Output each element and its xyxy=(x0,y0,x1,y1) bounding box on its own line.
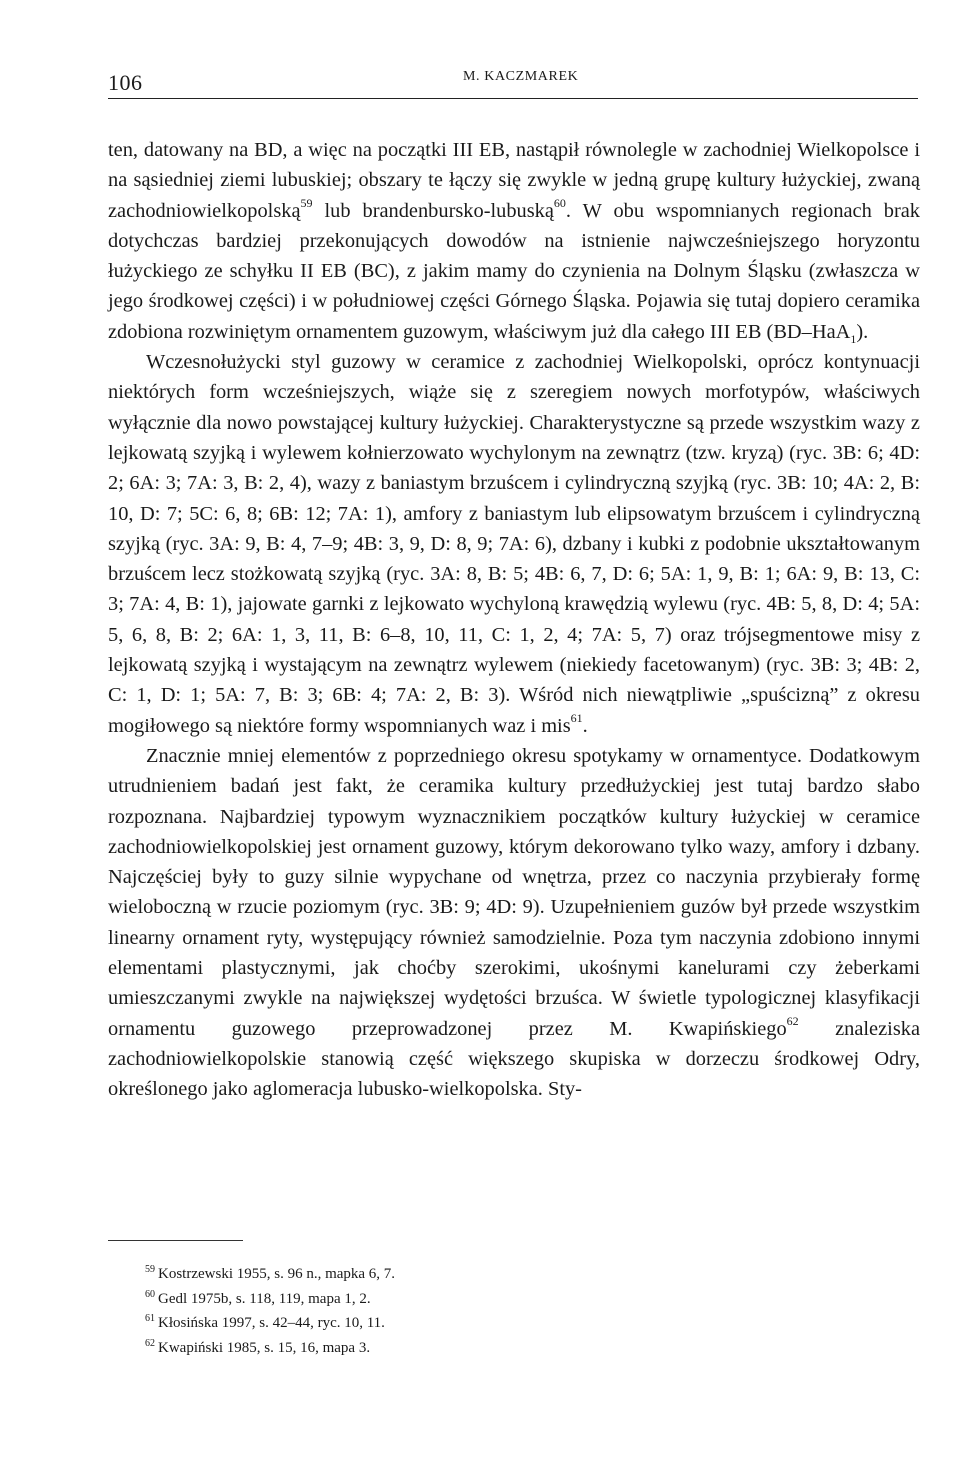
paragraph-3-part-1: Znacznie mniej elementów z poprzedniego okresu spotykamy w ornamentyce. Dodatkowym utrudnieniem badań jest fakt, że ceramika kultury przedłużyckiej jest tutaj bardzo słabo rozpoznana. Najbardziej typowym wyznacznikiem początków kultury łużyckiej w ceramice zachodniowielkopolskiej jest ornament guzowy, którym dekorowano tylko wazy, amfory i dzbany. Najczęściej były to guzy silnie wypychane od wnętrza, przez co naczynia przybierały formę wieloboczną w rzucie poziomym (ryc. 3B: 9; 4D: 9). Uzupełnieniem guzów był przede wszystkim linearny ornament ryty, występujący również samodzielnie. Poza tym naczynia zdobiono innymi elementami plastycznymi, jak choćby szerokimi, ukośnymi kanelurami czy żeberkami umieszczanymi zwykle na największej wydętości brzuśca. W świetle typologicznej klasyfikacji ornamentu guzowego przeprowadzonej przez M. Kwapińskiego xyxy=(108,744,920,1040)
paragraph-1 xyxy=(108,135,920,347)
subscript: 1 xyxy=(850,331,857,346)
paragraph-1-part-2: lub brandenbursko-lubuską xyxy=(312,199,554,222)
paragraph-1-part-1: ten, datowany na BD, a więc na początki III EB, nastąpił równolegle w zachodniej Wielkopolsce i na sąsiedniej ziemi lubuskiej; obszary te łączy się zwykle w jedną grupę kultury łużyckiej, zwaną zachodniowielkopolską xyxy=(108,139,920,222)
footnote-separator xyxy=(108,1240,243,1241)
footnote-number: 62 xyxy=(145,1337,155,1349)
footnote-number: 59 xyxy=(145,1264,155,1275)
footnote-ref-62: 62 xyxy=(786,1013,799,1028)
page-number: 106 xyxy=(108,70,143,95)
footnote-ref-61: 61 xyxy=(570,710,583,725)
footnote-59 xyxy=(145,1262,905,1287)
page-header xyxy=(108,64,918,99)
paragraph-3 xyxy=(108,741,920,1105)
footnote-text: Kwapiński 1985, s. 15, 16, mapa 3. xyxy=(158,1339,371,1356)
paragraph-1-part-3: . W obu wspomnianych regionach brak dotychczas bardziej przekonujących dowodów na istnienie najwcześniejszego horyzontu łużyckiego ze schyłku II EB (BC), z jakim mamy do czynienia na Dolnym Śląsku (zwłaszcza w jego środkowej części) i w południowej części Górnego Śląska. Pojawia się tutaj dopiero ceramika zdobiona rozwiniętym ornamentem guzowym, właściwym już dla całego III EB (BD–HaA xyxy=(108,199,920,343)
running-head: M. KACZMAREK xyxy=(463,69,579,84)
paragraph-3-part-2: znaleziska zachodniowielkopolskie stanowią część większego skupiska w dorzeczu środkowej Odry, określonego jako aglomeracja lubusko-wielkopolska. Sty- xyxy=(108,1017,921,1101)
footnote-number: 61 xyxy=(145,1313,155,1325)
footnote-ref-59: 59 xyxy=(300,195,313,210)
footnote-text: Kostrzewski 1955, s. 96 n., mapka 6, 7. xyxy=(158,1266,396,1282)
main-text xyxy=(108,135,920,1105)
footnote-60 xyxy=(145,1287,905,1312)
footnote-61 xyxy=(145,1311,905,1336)
footnote-62 xyxy=(145,1336,905,1361)
footnote-text: Kłosińska 1997, s. 42–44, ryc. 10, 11. xyxy=(158,1315,385,1332)
footnote-text: Gedl 1975b, s. 118, 119, mapa 1, 2. xyxy=(158,1290,371,1307)
paragraph-2-part-1: Wczesnołużycki styl guzowy w ceramice z zachodniej Wielkopolski, oprócz kontynuacji niektórych form wcześniejszych, wiąże się z szeregiem nowych morfotypów, właściwych wyłącznie dla nowo powstającej kultury łużyckiej. Charakterystyczne są przede wszystkim wazy z lejkowatą szyjką i wylewem kołnierzowato wychylonym na zewnątrz (tzw. kryzą) (ryc. 3B: 6; 4D: 2; 6A: 3; 7A: 3, B: 2, 4), wazy z baniastym brzuścem i cylindryczną szyjką (ryc. 3B: 10; 4A: 2, B: 10, D: 7; 5C: 6, 8; 6B: 12; 7A: 1), amfory z baniastym lub elipsowatym brzuścem i cylindryczną szyjką (ryc. 3A: 9, B: 4, 7–9; 4B: 3, 9, D: 8, 9; 7A: 6), dzbany i kubki z podobnie ukształtowanym brzuścem lecz stożkowatą szyjką (ryc. 3A: 8, B: 5; 4B: 6, 7, D: 6; 5A: 1, 9, B: 1; 6A: 9, B: 13, C: 3; 7A: 4, B: 1), jajowate garnki z lejkowato wychyloną krawędzią wylewu (ryc. 4B: 5, 8, D: 4; 5A: 5, 6, 8, B: 2; 6A: 1, 3, 11, B: 6–8, 10, 11, C: 1, 2, 4; 7A: 5, 7) oraz trójsegmentowe misy z lejkowatą szyjką i wystającym na zewnątrz wylewem (niekiedy facetowanym) (ryc. 3B: 3; 4B: 2, C: 1, D: 1; 5A: 7, B: 3; 6B: 4; 7A: 2, B: 3). Wśród nich niewątpliwie „spuścizną” z okresu mogiłowego są niektóre formy wspomnianych waz i mis xyxy=(108,351,920,737)
paragraph-2-part-2: . xyxy=(582,714,588,737)
footnote-ref-60: 60 xyxy=(553,195,566,210)
footnote-number: 60 xyxy=(145,1288,155,1300)
footnotes xyxy=(145,1262,905,1360)
paragraph-1-part-4: ). xyxy=(856,320,869,343)
paragraph-2 xyxy=(108,347,920,741)
